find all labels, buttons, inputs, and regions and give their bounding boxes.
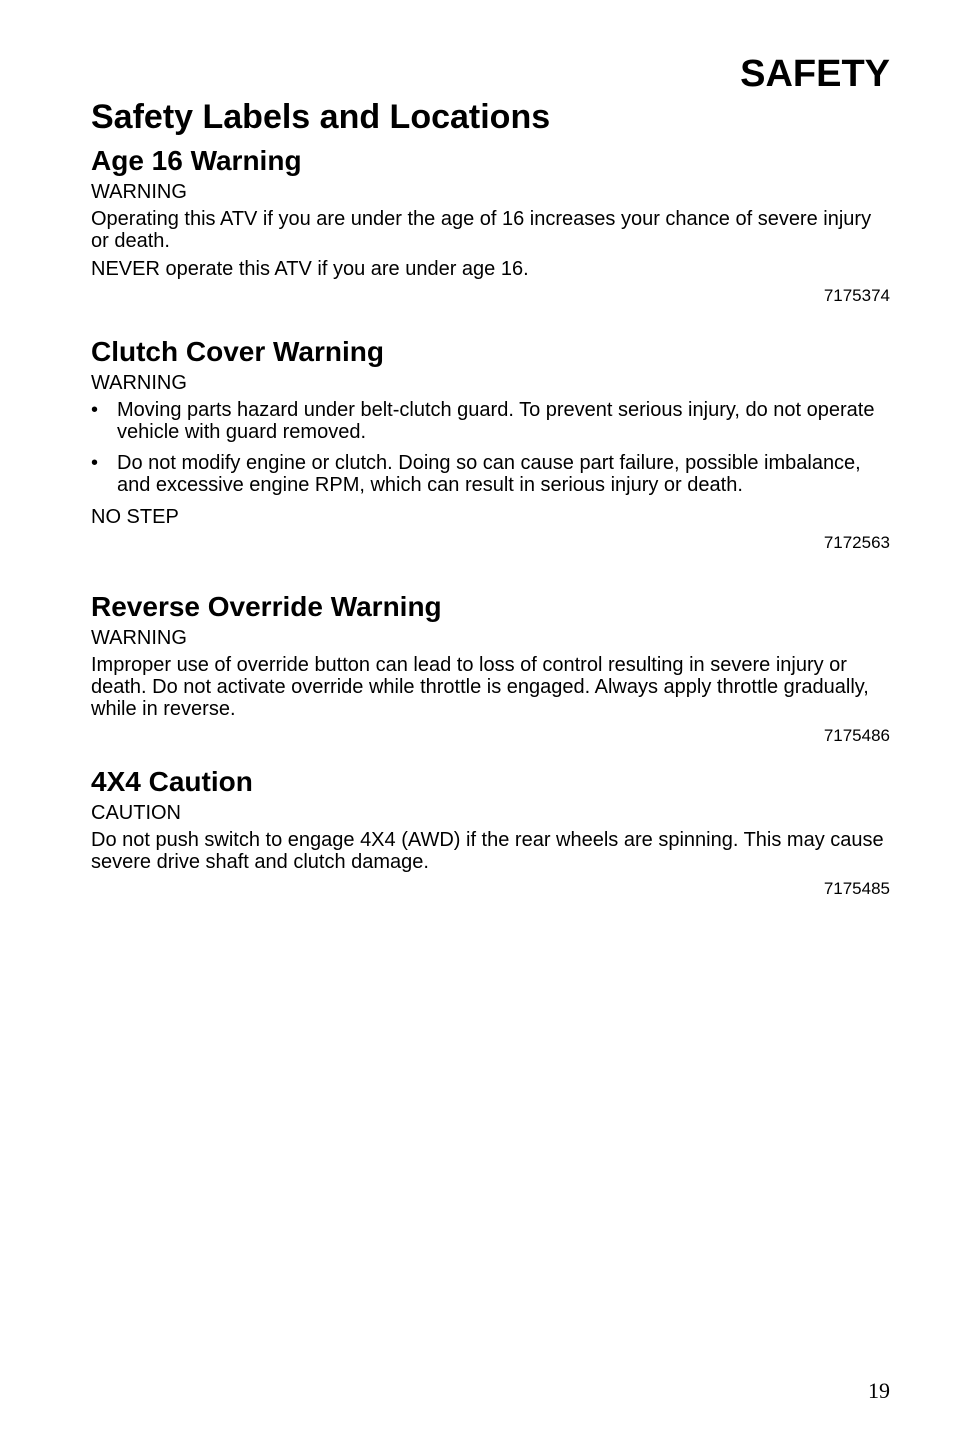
bullet-glyph: • — [91, 452, 99, 474]
page-number: 19 — [868, 1378, 890, 1403]
label-type: CAUTION — [91, 802, 181, 824]
list-item-text: Moving parts hazard under belt-clutch guard. To prevent serious injury, do not operate vehicle with guard removed. — [117, 399, 875, 443]
no-step-label: NO STEP — [91, 506, 179, 528]
section-clutch-cover-warning — [91, 335, 890, 553]
bullet-glyph: • — [91, 399, 99, 421]
section-paragraph: Improper use of override button can lead to loss of control resulting in severe injury or death. Do not activate override while throttle is engaged. Always apply throttle gradually, while in reverse. — [91, 654, 869, 720]
list-item — [91, 399, 890, 443]
manual-page — [91, 0, 890, 1454]
chapter-title: SAFETY — [740, 53, 890, 95]
section-4x4-caution — [91, 765, 890, 899]
part-number: 7175486 — [823, 726, 890, 745]
section-reverse-override-warning — [91, 590, 890, 746]
page-title: Safety Labels and Locations — [91, 98, 551, 136]
section-paragraph: Operating this ATV if you are under the age of 16 increases your chance of severe injury or death. — [91, 208, 872, 252]
label-type: WARNING — [91, 181, 187, 203]
label-type: WARNING — [91, 627, 187, 649]
section-heading: Clutch Cover Warning — [91, 336, 384, 367]
part-number: 7175374 — [823, 286, 890, 305]
section-paragraph: NEVER operate this ATV if you are under age 16. — [91, 258, 529, 280]
bullet-list — [91, 399, 890, 496]
section-heading: Reverse Override Warning — [91, 591, 442, 622]
section-heading: Age 16 Warning — [91, 145, 302, 176]
section-heading: 4X4 Caution — [91, 766, 253, 797]
list-item-text: Do not modify engine or clutch. Doing so can cause part failure, possible imbalance, and excessive engine RPM, which can result in serious injury or death. — [117, 452, 861, 496]
label-type: WARNING — [91, 372, 187, 394]
section-age-16-warning — [91, 144, 890, 306]
section-paragraph: Do not push switch to engage 4X4 (AWD) if the rear wheels are spinning. This may cause severe drive shaft and clutch damage. — [91, 829, 884, 873]
list-item — [91, 452, 890, 496]
part-number: 7175485 — [823, 879, 890, 898]
part-number: 7172563 — [823, 533, 890, 552]
